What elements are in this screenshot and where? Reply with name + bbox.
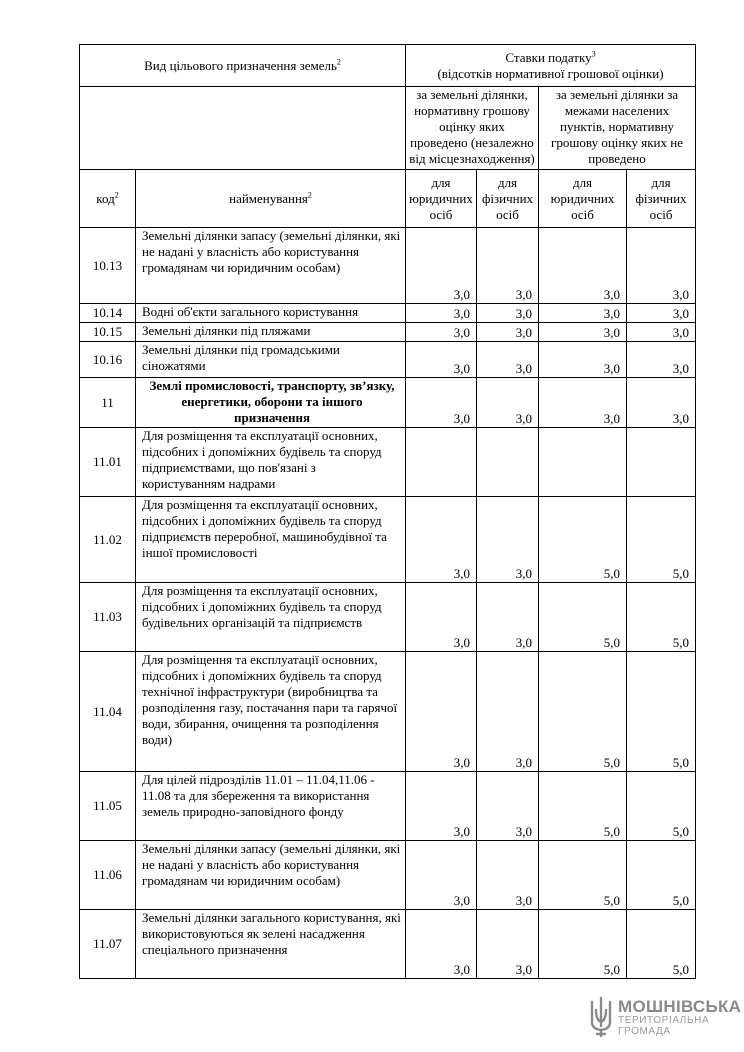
- table-row: [80, 378, 696, 428]
- name-cell: Для розміщення та експлуатації основних, підсобних і допоміжних будівель та споруд підприємств переробної, машинобудівної та іншої промисловості: [136, 497, 406, 583]
- rate-individual-not-assessed: [627, 428, 696, 497]
- table-row: [80, 497, 696, 583]
- table-row: [80, 323, 696, 342]
- rate-legal-assessed: 3,0: [406, 304, 477, 323]
- code-cell: 11: [80, 378, 136, 428]
- community-logo: [586, 994, 742, 1042]
- code-cell: 11.01: [80, 428, 136, 497]
- rate-legal-not-assessed: 3,0: [539, 342, 627, 378]
- rate-individual-assessed: [477, 428, 539, 497]
- rate-individual-assessed: 3,0: [477, 378, 539, 428]
- name-cell: Землі промисловості, транспорту, зв’язку, енергетики, оборони та іншого призначення: [136, 378, 406, 428]
- code-cell: 11.07: [80, 910, 136, 979]
- rate-legal-assessed: 3,0: [406, 497, 477, 583]
- code-cell: 11.05: [80, 772, 136, 841]
- legal-entities-header-b: для юридичних осіб: [539, 170, 627, 228]
- rate-legal-not-assessed: 5,0: [539, 910, 627, 979]
- rate-legal-assessed: 3,0: [406, 910, 477, 979]
- trident-icon: [588, 996, 614, 1038]
- rate-individual-assessed: 3,0: [477, 652, 539, 772]
- rate-legal-not-assessed: 5,0: [539, 841, 627, 910]
- code-cell: 11.02: [80, 497, 136, 583]
- rate-legal-assessed: 3,0: [406, 772, 477, 841]
- name-cell: Для розміщення та експлуатації основних, підсобних і допоміжних будівель та споруд технічної інфраструктури (виробництва та розподілення газу, постачання пари та гарячої води, збирання, очищення та розподілення води): [136, 652, 406, 772]
- legal-entities-header-a: для юридичних осіб: [406, 170, 477, 228]
- code-cell: 11.06: [80, 841, 136, 910]
- rate-legal-assessed: 3,0: [406, 228, 477, 304]
- code-cell: 11.03: [80, 583, 136, 652]
- rate-individual-assessed: 3,0: [477, 228, 539, 304]
- logo-subtitle: ТЕРИТОРІАЛЬНА ГРОМАДА: [618, 1015, 710, 1037]
- land-type-header: Вид цільового призначення земель$^2$: [80, 45, 406, 87]
- rate-legal-not-assessed: 5,0: [539, 497, 627, 583]
- rate-legal-not-assessed: 3,0: [539, 304, 627, 323]
- table-row: [80, 841, 696, 910]
- not-assessed-header: за земельні ділянки за межами населених пунктів, нормативну грошову оцінку яких не проведено: [539, 87, 696, 170]
- rate-legal-not-assessed: 5,0: [539, 583, 627, 652]
- name-header: найменування$^2$: [136, 170, 406, 228]
- table-row: [80, 304, 696, 323]
- rate-legal-assessed: [406, 428, 477, 497]
- name-cell: Земельні ділянки запасу (земельні ділянки, які не надані у власність або користування громадянам чи юридичним особам): [136, 841, 406, 910]
- rate-legal-not-assessed: [539, 428, 627, 497]
- rate-legal-not-assessed: 5,0: [539, 652, 627, 772]
- rate-individual-not-assessed: 5,0: [627, 583, 696, 652]
- table-row: [80, 652, 696, 772]
- code-cell: 11.04: [80, 652, 136, 772]
- empty-header-cell: [80, 87, 406, 170]
- rate-individual-not-assessed: 5,0: [627, 652, 696, 772]
- rate-legal-assessed: 3,0: [406, 323, 477, 342]
- rate-legal-not-assessed: 3,0: [539, 378, 627, 428]
- table-row: [80, 428, 696, 497]
- rate-legal-assessed: 3,0: [406, 583, 477, 652]
- code-cell: 10.13: [80, 228, 136, 304]
- rate-individual-not-assessed: 5,0: [627, 910, 696, 979]
- code-cell: 10.14: [80, 304, 136, 323]
- rate-individual-not-assessed: 3,0: [627, 378, 696, 428]
- table-row: [80, 772, 696, 841]
- normative-assessed-header: за земельні ділянки, нормативну грошову оцінку яких проведено (незалежно від місцезнаходження): [406, 87, 539, 170]
- table-row: [80, 228, 696, 304]
- rate-individual-assessed: 3,0: [477, 304, 539, 323]
- rate-individual-assessed: 3,0: [477, 841, 539, 910]
- name-cell: Для розміщення та експлуатації основних, підсобних і допоміжних будівель та споруд підприємствами, що пов'язані з користуванням надрами: [136, 428, 406, 497]
- tax-rates-header: Ставки податку$^3$ (відсотків нормативної грошової оцінки): [406, 45, 696, 87]
- rate-legal-not-assessed: 3,0: [539, 323, 627, 342]
- rate-legal-not-assessed: 3,0: [539, 228, 627, 304]
- rate-individual-not-assessed: 3,0: [627, 228, 696, 304]
- code-header: код$^2$: [80, 170, 136, 228]
- rate-legal-assessed: 3,0: [406, 342, 477, 378]
- individuals-header-a: для фізичних осіб: [477, 170, 539, 228]
- name-cell: Земельні ділянки під громадськими сіножатями: [136, 342, 406, 378]
- name-cell: Для розміщення та експлуатації основних, підсобних і допоміжних будівель та споруд будівельних організацій та підприємств: [136, 583, 406, 652]
- table-row: [80, 342, 696, 378]
- name-cell: Водні об'єкти загального користування: [136, 304, 406, 323]
- rate-individual-assessed: 3,0: [477, 342, 539, 378]
- rate-individual-not-assessed: 3,0: [627, 342, 696, 378]
- rate-legal-assessed: 3,0: [406, 378, 477, 428]
- individuals-header-b: для фізичних осіб: [627, 170, 696, 228]
- name-cell: Земельні ділянки під пляжами: [136, 323, 406, 342]
- table-row: [80, 583, 696, 652]
- name-cell: Для цілей підрозділів 11.01 – 11.04,11.06 - 11.08 та для збереження та використання земель природно-заповідного фонду: [136, 772, 406, 841]
- rate-legal-not-assessed: 5,0: [539, 772, 627, 841]
- rate-individual-not-assessed: 3,0: [627, 323, 696, 342]
- rate-individual-assessed: 3,0: [477, 323, 539, 342]
- name-cell: Земельні ділянки запасу (земельні ділянки, які не надані у власність або користування громадянам чи юридичним особам): [136, 228, 406, 304]
- logo-title: МОШНІВСЬКА: [618, 997, 742, 1016]
- rate-individual-not-assessed: 5,0: [627, 772, 696, 841]
- rate-individual-assessed: 3,0: [477, 910, 539, 979]
- name-cell: Земельні ділянки загального користування, які використовуються як зелені насадження спеціального призначення: [136, 910, 406, 979]
- rate-legal-assessed: 3,0: [406, 841, 477, 910]
- rate-individual-not-assessed: 3,0: [627, 304, 696, 323]
- code-cell: 10.16: [80, 342, 136, 378]
- rate-individual-assessed: 3,0: [477, 583, 539, 652]
- rate-individual-assessed: 3,0: [477, 772, 539, 841]
- rate-individual-assessed: 3,0: [477, 497, 539, 583]
- rate-individual-not-assessed: 5,0: [627, 841, 696, 910]
- tax-rates-table: [79, 44, 696, 979]
- rate-individual-not-assessed: 5,0: [627, 497, 696, 583]
- table-row: [80, 910, 696, 979]
- rate-legal-assessed: 3,0: [406, 652, 477, 772]
- code-cell: 10.15: [80, 323, 136, 342]
